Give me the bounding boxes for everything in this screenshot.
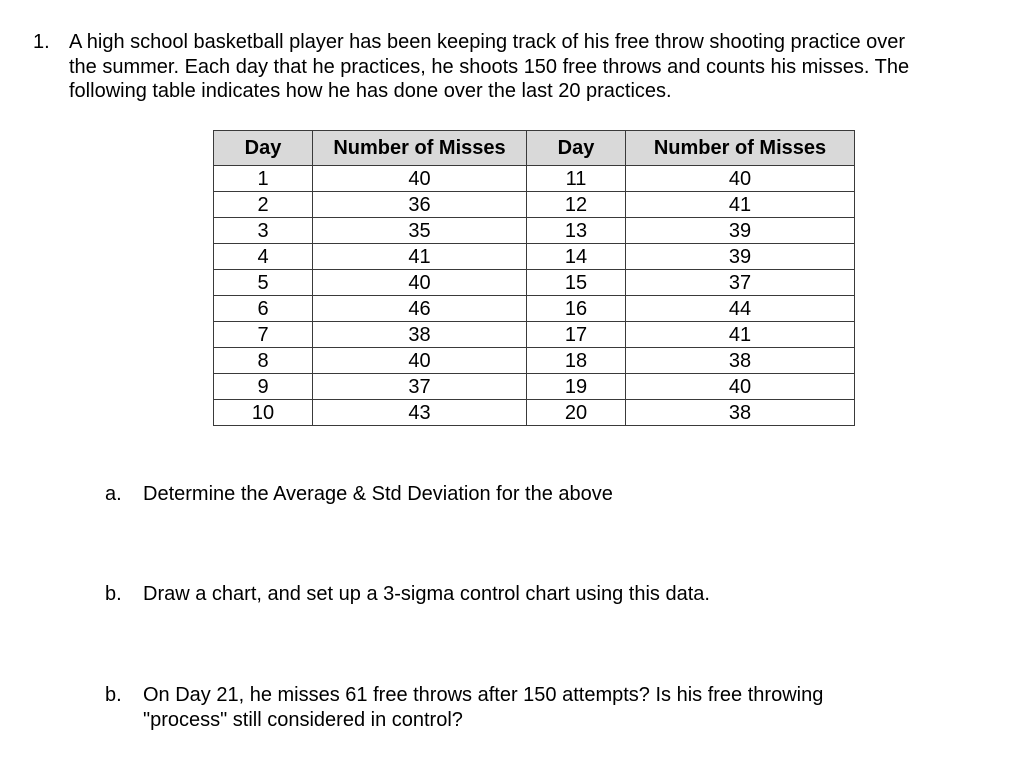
- cell-misses: 40: [626, 374, 855, 400]
- cell-misses: 35: [313, 218, 527, 244]
- free-throw-table: [213, 130, 855, 426]
- cell-day: 2: [214, 192, 313, 218]
- cell-day: 9: [214, 374, 313, 400]
- table-row: [214, 374, 855, 400]
- table-row: [214, 348, 855, 374]
- cell-day: 16: [527, 296, 626, 322]
- cell-misses: 38: [313, 322, 527, 348]
- question-letter: b.: [105, 583, 122, 605]
- table-row: [214, 296, 855, 322]
- cell-day: 1: [214, 166, 313, 192]
- cell-misses: 40: [313, 270, 527, 296]
- cell-misses: 46: [313, 296, 527, 322]
- cell-day: 15: [527, 270, 626, 296]
- cell-misses: 37: [626, 270, 855, 296]
- table-row: [214, 400, 855, 426]
- table-row: [214, 244, 855, 270]
- header-day-2: Day: [527, 131, 626, 166]
- table-row: [214, 218, 855, 244]
- cell-misses: 40: [313, 348, 527, 374]
- cell-misses: 39: [626, 218, 855, 244]
- question-letter: b.: [105, 684, 122, 706]
- cell-misses: 38: [626, 400, 855, 426]
- question-text: On Day 21, he misses 61 free throws after 150 attempts? Is his free throwing "process" still considered in control?: [143, 684, 824, 731]
- cell-day: 18: [527, 348, 626, 374]
- cell-misses: 36: [313, 192, 527, 218]
- header-day-1: Day: [214, 131, 313, 166]
- table-row: [214, 166, 855, 192]
- header-misses-2: Number of Misses: [626, 131, 855, 166]
- cell-misses: 41: [626, 322, 855, 348]
- cell-day: 7: [214, 322, 313, 348]
- header-misses-1: Number of Misses: [313, 131, 527, 166]
- cell-misses: 43: [313, 400, 527, 426]
- table-row: [214, 192, 855, 218]
- table-header-row: [214, 131, 855, 166]
- cell-misses: 39: [626, 244, 855, 270]
- cell-misses: 44: [626, 296, 855, 322]
- cell-misses: 38: [626, 348, 855, 374]
- cell-day: 3: [214, 218, 313, 244]
- cell-day: 12: [527, 192, 626, 218]
- cell-day: 19: [527, 374, 626, 400]
- question-letter: a.: [105, 483, 122, 505]
- cell-day: 17: [527, 322, 626, 348]
- cell-day: 8: [214, 348, 313, 374]
- cell-misses: 40: [626, 166, 855, 192]
- cell-misses: 41: [626, 192, 855, 218]
- cell-day: 14: [527, 244, 626, 270]
- problem-statement: A high school basketball player has been keeping track of his free throw shooting practice over the summer. Each day that he practices, he shoots 150 free throws and counts his misses. The following table indicates how he has done over the last 20 practices.: [69, 31, 910, 102]
- cell-day: 13: [527, 218, 626, 244]
- cell-misses: 41: [313, 244, 527, 270]
- table-row: [214, 322, 855, 348]
- table-row: [214, 270, 855, 296]
- cell-day: 6: [214, 296, 313, 322]
- question-text: Determine the Average & Std Deviation for the above: [143, 483, 613, 505]
- cell-day: 4: [214, 244, 313, 270]
- cell-day: 10: [214, 400, 313, 426]
- question-text: Draw a chart, and set up a 3-sigma control chart using this data.: [143, 583, 710, 605]
- problem-number: 1.: [33, 31, 50, 53]
- cell-day: 5: [214, 270, 313, 296]
- cell-misses: 40: [313, 166, 527, 192]
- cell-misses: 37: [313, 374, 527, 400]
- cell-day: 20: [527, 400, 626, 426]
- cell-day: 11: [527, 166, 626, 192]
